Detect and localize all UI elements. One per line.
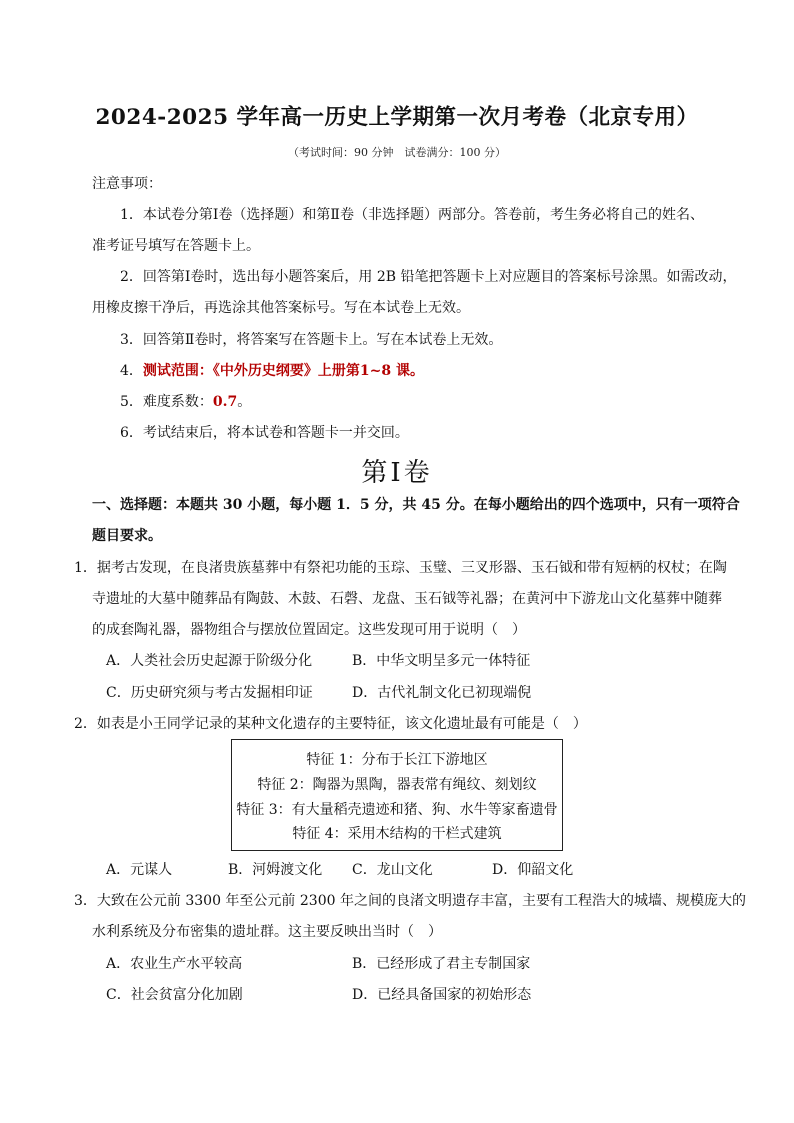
notes-heading: 注意事项： bbox=[92, 176, 162, 192]
note-4 bbox=[120, 361, 424, 381]
note-3: 3．回答第Ⅱ卷时，将答案写在答题卡上。写在本试卷上无效。 bbox=[120, 332, 503, 348]
q3-option-d[interactable]: D．已经具备国家的初始形态 bbox=[352, 987, 532, 1003]
note-5-end: 。 bbox=[237, 394, 252, 410]
q2-option-a[interactable]: A．元谋人 bbox=[106, 862, 173, 878]
q3-option-c[interactable]: C．社会贫富分化加剧 bbox=[106, 987, 243, 1003]
q2-stem: 2．如表是小王同学记录的某种文化遗存的主要特征，该文化遗址最有可能是（ ） bbox=[74, 716, 587, 732]
q1-stem-line-1: 1．据考古发现，在良渚贵族墓葬中有祭祀功能的玉琮、玉璧、三叉形器、玉石钺和带有短柄的权杖；在陶 bbox=[74, 560, 727, 576]
note-4-label: 4． bbox=[120, 363, 143, 379]
q2-option-c[interactable]: C．龙山文化 bbox=[352, 862, 433, 878]
q1-option-a[interactable]: A．人类社会历史起源于阶级分化 bbox=[106, 653, 313, 669]
q2-option-b[interactable]: B．河姆渡文化 bbox=[228, 862, 323, 878]
q3-stem-line-2: 水利系统及分布密集的遗址群。这主要反映出当时（ ） bbox=[92, 924, 442, 940]
note-2-line-1: 2．回答第Ⅰ卷时，选出每小题答案后，用 2B 铅笔把答题卡上对应题目的答案标号涂黑。如需改动， bbox=[120, 269, 737, 285]
section-title: 第Ⅰ卷 bbox=[361, 458, 433, 488]
q1-option-c[interactable]: C．历史研究须与考古发掘相印证 bbox=[106, 685, 313, 701]
q1-option-d[interactable]: D．古代礼制文化已初现端倪 bbox=[352, 685, 532, 701]
q1-stem-line-3: 的成套陶礼器，器物组合与摆放位置固定。这些发现可用于说明（ ） bbox=[92, 622, 526, 638]
q1-stem-line-2: 寺遗址的大墓中随葬品有陶鼓、木鼓、石磬、龙盘、玉石钺等礼器；在黄河中下游龙山文化墓葬中随葬 bbox=[92, 591, 722, 607]
note-5-value: 0.7 bbox=[212, 394, 238, 410]
note-5-label: 5．难度系数： bbox=[120, 394, 213, 410]
page-title: 2024-2025 学年高一历史上学期第一次月考卷（北京专用） bbox=[95, 105, 699, 130]
feature-1: 特征 1：分布于长江下游地区 bbox=[306, 752, 488, 768]
note-6: 6．考试结束后，将本试卷和答题卡一并交回。 bbox=[120, 425, 409, 441]
feature-3: 特征 3：有大量稻壳遗迹和猪、狗、水牛等家畜遗骨 bbox=[236, 802, 558, 818]
note-1-line-2: 准考证号填写在答题卡上。 bbox=[92, 238, 260, 254]
exam-info: （考试时间：90 分钟 试卷满分：100 分） bbox=[288, 146, 506, 159]
feature-4: 特征 4：采用木结构的干栏式建筑 bbox=[292, 826, 502, 842]
instructions-line-2: 题目要求。 bbox=[92, 528, 162, 544]
note-2-line-2: 用橡皮擦干净后，再选涂其他答案标号。写在本试卷上无效。 bbox=[92, 300, 470, 316]
note-4-scope: 测试范围：《中外历史纲要》上册第1~8 课。 bbox=[142, 363, 425, 379]
note-1-line-1: 1．本试卷分第Ⅰ卷（选择题）和第Ⅱ卷（非选择题）两部分。答卷前，考生务必将自己的姓名、 bbox=[120, 207, 704, 223]
feature-2: 特征 2：陶器为黑陶，器表常有绳纹、刻划纹 bbox=[257, 777, 537, 793]
q1-option-b[interactable]: B．中华文明呈多元一体特征 bbox=[352, 653, 531, 669]
q3-option-b[interactable]: B．已经形成了君主专制国家 bbox=[352, 956, 531, 972]
note-5 bbox=[120, 392, 251, 412]
q3-option-a[interactable]: A．农业生产水平较高 bbox=[106, 956, 243, 972]
q2-option-d[interactable]: D．仰韶文化 bbox=[492, 862, 574, 878]
q3-stem-line-1: 3．大致在公元前 3300 年至公元前 2300 年之间的良渚文明遗存丰富，主要有工程浩大的城墙、规模庞大的 bbox=[74, 893, 746, 909]
instructions-line-1: 一、选择题：本题共 30 小题，每小题 1．5 分，共 45 分。在每小题给出的四个选项中，只有一项符合 bbox=[92, 497, 740, 513]
feature-table bbox=[231, 739, 563, 851]
